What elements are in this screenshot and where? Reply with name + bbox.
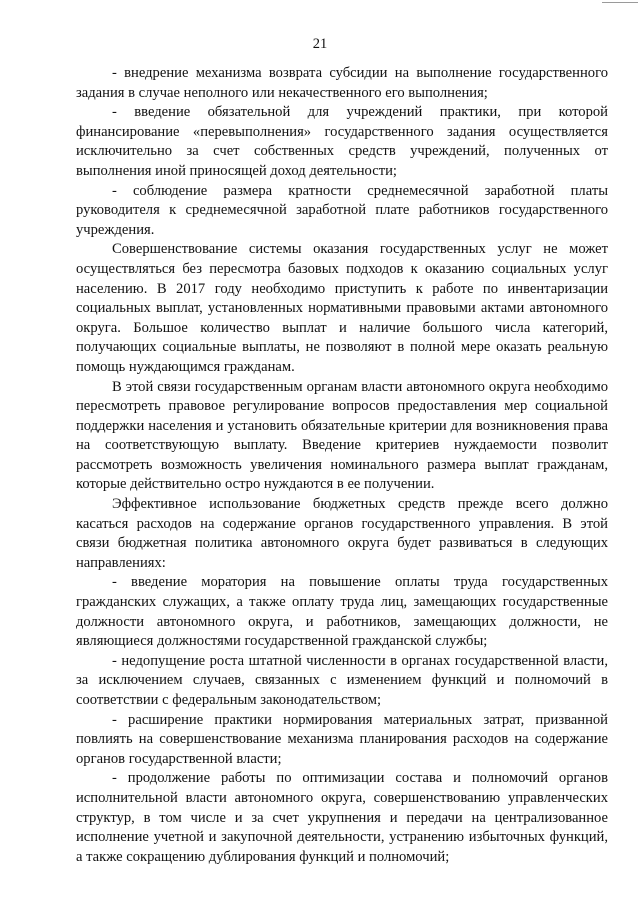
paragraph-salary-ratio: - соблюдение размера кратности среднемесячной заработной платы руководителя к среднемесячной заработной плате работников государственного учреждения. (76, 182, 608, 238)
scan-edge-mark (602, 2, 638, 3)
paragraph-salary-moratorium: - введение моратория на повышение оплаты труда государственных гражданских служащих, а также оплату труда лиц, замещающих государственные должности автономного округа, и работников, замещающих должности, не являющиеся должностями государственной гражданской службы; (76, 574, 608, 650)
paragraph-budget-efficiency: Эффективное использование бюджетных средств прежде всего должно касаться расходов на содержание органов государственного управления. В этой связи бюджетная политика автономного округа будет развиваться в следующих направлениях: (76, 496, 608, 571)
document-body (76, 64, 608, 867)
paragraph-social-services: Совершенствование системы оказания государственных услуг не может осуществляться без пересмотра базовых подходов к оказанию социальных услуг населению. В 2017 году необходимо приступить к работе по инвентаризации социальных выплат, установленных нормативными правовыми актами автономного округа. Большое количество выплат и наличие большого числа категорий, получающих социальные выплаты, не позволяют в полной мере оказать реальную помощь нуждающимся гражданам. (76, 241, 608, 375)
paragraph-cost-norming: - расширение практики нормирования материальных затрат, призванной повлиять на совершенствование механизма планирования расходов на содержание органов государственной власти; (76, 711, 608, 767)
paragraph-staff-limit: - недопущение роста штатной численности в органах государственной власти, за исключением случаев, связанных с изменением функций и полномочий в соответствии с федеральным законодательством; (76, 652, 608, 708)
paragraph-structure-optimization: - продолжение работы по оптимизации состава и полномочий органов исполнительной власти автономного округа, совершенствованию управленческих структур, в том числе и за счет укрупнения и передачи на централизованное исполнение учетной и закупочной деятельности, устранению избыточных функций, а также сокращению дублирования функций и полномочий; (76, 770, 608, 865)
paragraph-subsidy-return: - внедрение механизма возврата субсидии на выполнение государственного задания в случае неполного или некачественного его выполнения; (76, 65, 608, 101)
paragraph-overfulfillment-financing: - введение обязательной для учреждений практики, при которой финансирование «перевыполнения» государственного задания осуществляется исключительно за счет собственных средств учреждений, полученных от выполнения иной приносящей доход деятельности; (76, 104, 608, 179)
paragraph-legal-regulation: В этой связи государственным органам власти автономного округа необходимо пересмотреть правовое регулирование вопросов предоставления мер социальной поддержки населения и установить обязательные критерии для возникновения права на соответствующую выплату. Введение критериев нуждаемости позволит рассмотреть возможность увеличения номинального размера выплат гражданам, которые действительно остро нуждаются в ее получении. (76, 378, 608, 493)
page-number: 21 (312, 36, 328, 52)
